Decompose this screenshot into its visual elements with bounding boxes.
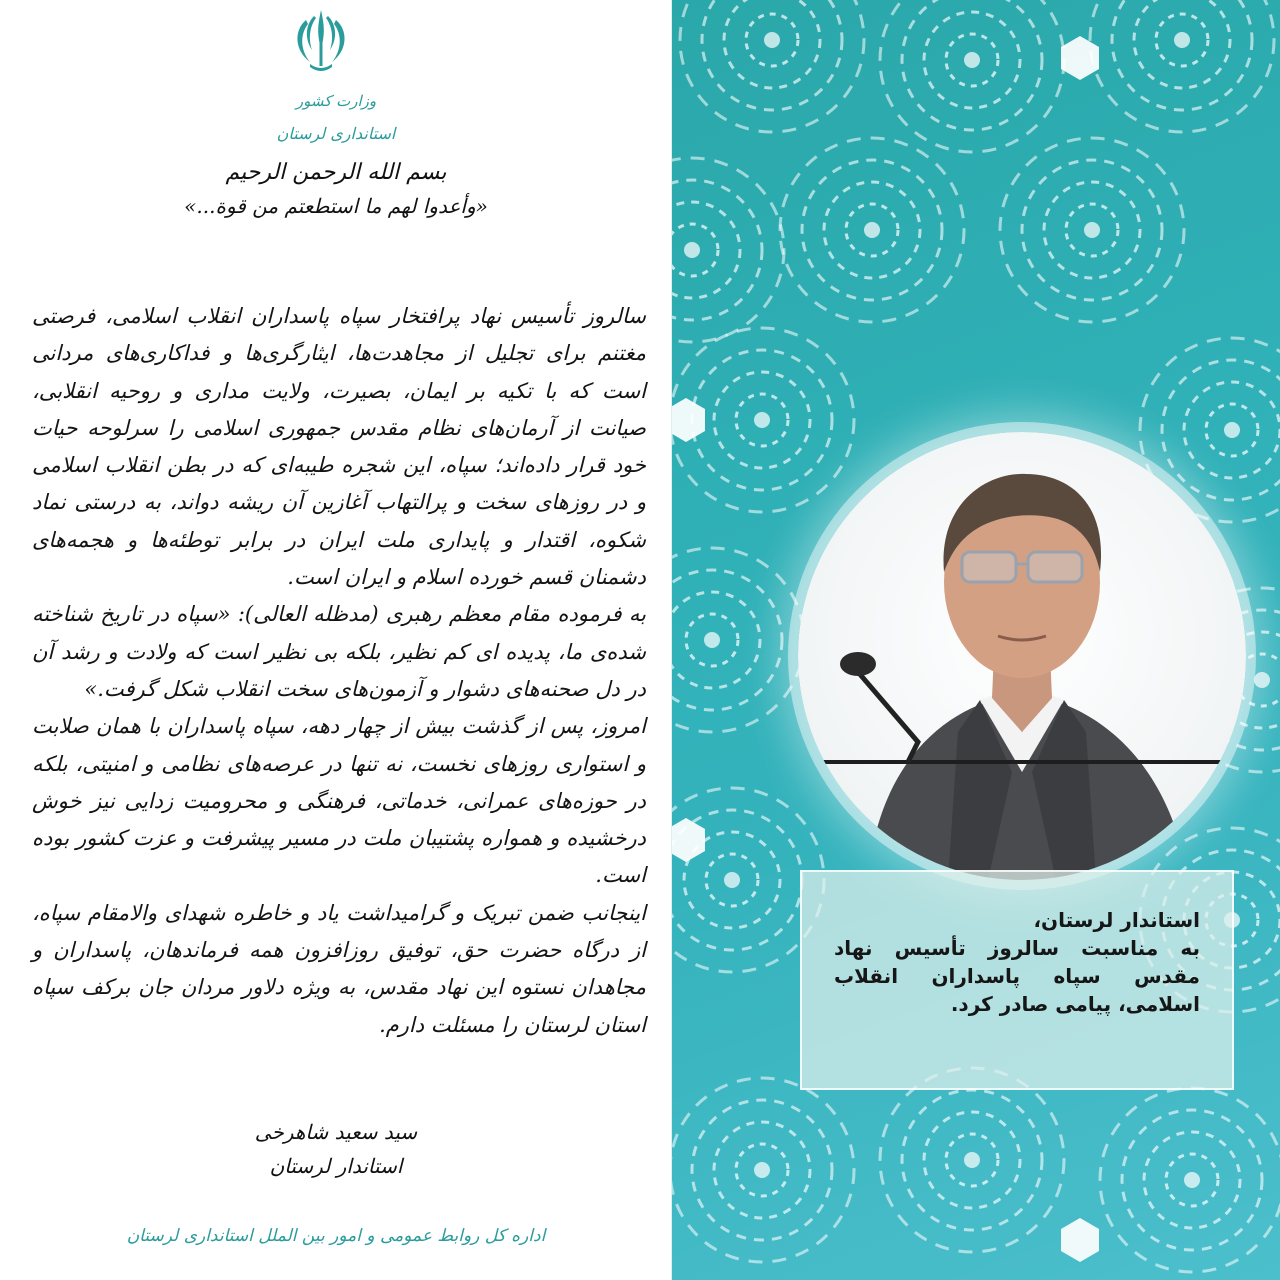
caption-box (800, 870, 1234, 1090)
letter-body (32, 298, 646, 1044)
letter-paragraph: سالروز تأسیس نهاد پرافتخار سپاه پاسداران انقلاب اسلامی، فرصتی مغتنم برای تجلیل از مجاهدت‌ها، ایثارگری‌ها و فداکاری‌های مردانی است که با تکیه بر ایمان، بصیرت، ولایت مداری و روحیه انقلابی، صیانت از آرمان‌های نظام مقدس جمهوری اسلامی را سرلوحه حیات خود قرار داده‌اند؛ سپاه، این شجره طیبه‌ای که در بطن انقلاب اسلامی و در روزهای سخت و پرالتهاب آغازین آن ریشه دواند، به درستی نماد شکوه، اقتدار و پایداری ملت ایران در برابر توطئه‌ها و هجمه‌های دشمنان قسم خورده اسلام و ایران است. (32, 304, 646, 590)
letter-paragraph: اینجانب ضمن تبریک و گرامیداشت یاد و خاطره شهدای والامقام سپاه، از درگاه حضرت حق، توفیق روزافزون همه فرماندهان، پاسداران و مجاهدان نستوه این نهاد مقدس، به ویژه دلاور مردان جان برکف سپاه استان لرستان را مسئلت دارم. (32, 900, 646, 1037)
ministry-name: وزارت کشور (295, 92, 377, 110)
caption-line-2: به مناسبت سالروز تأسیس نهاد مقدس سپاه پاسداران انقلاب اسلامی، پیامی صادر کرد. (834, 936, 1200, 1016)
footer-department: اداره کل روابط عمومی و امور بین الملل استانداری لرستان (126, 1226, 546, 1246)
signer-name: سید سعید شاهرخی (254, 1120, 418, 1144)
portrait-image (798, 432, 1246, 880)
decorative-panel (672, 0, 1280, 1280)
letter-paragraph: امروز، پس از گذشت بیش از چهار دهه، سپاه پاسداران با همان صلابت و استواری روزهای نخست، نه تنها در عرصه‌های نظامی و امنیتی، بلکه در حوزه‌های عمرانی، خدماتی، فرهنگی و محرومیت زدایی نیز خوش درخشیده و همواره پشتیبان ملت در مسیر پیشرفت و عزت کشور بوده است. (32, 714, 646, 888)
caption-line-1: استاندار لرستان، (1033, 908, 1200, 932)
signer-title: استاندار لرستان (269, 1154, 403, 1178)
basmala: بسم الله الرحمن الرحیم (225, 160, 447, 185)
governor-portrait (798, 432, 1246, 880)
quran-verse: «وأعدوا لهم ما استطعتم من قوة...» (184, 194, 488, 218)
governorate-name: استانداری لرستان (276, 124, 396, 143)
letter-paragraph: به فرموده مقام معظم رهبری (مدظله العالی): «سپاه در تاریخ شناخته شده‌ی ما، پدیده ای کم نظیر، بلکه بی نظیر است که ولادت و رشد آن در دل صحنه‌های دشوار و آزمون‌های سخت انقلاب شکل گرفت.» (32, 602, 646, 701)
iran-emblem-icon (286, 6, 356, 78)
